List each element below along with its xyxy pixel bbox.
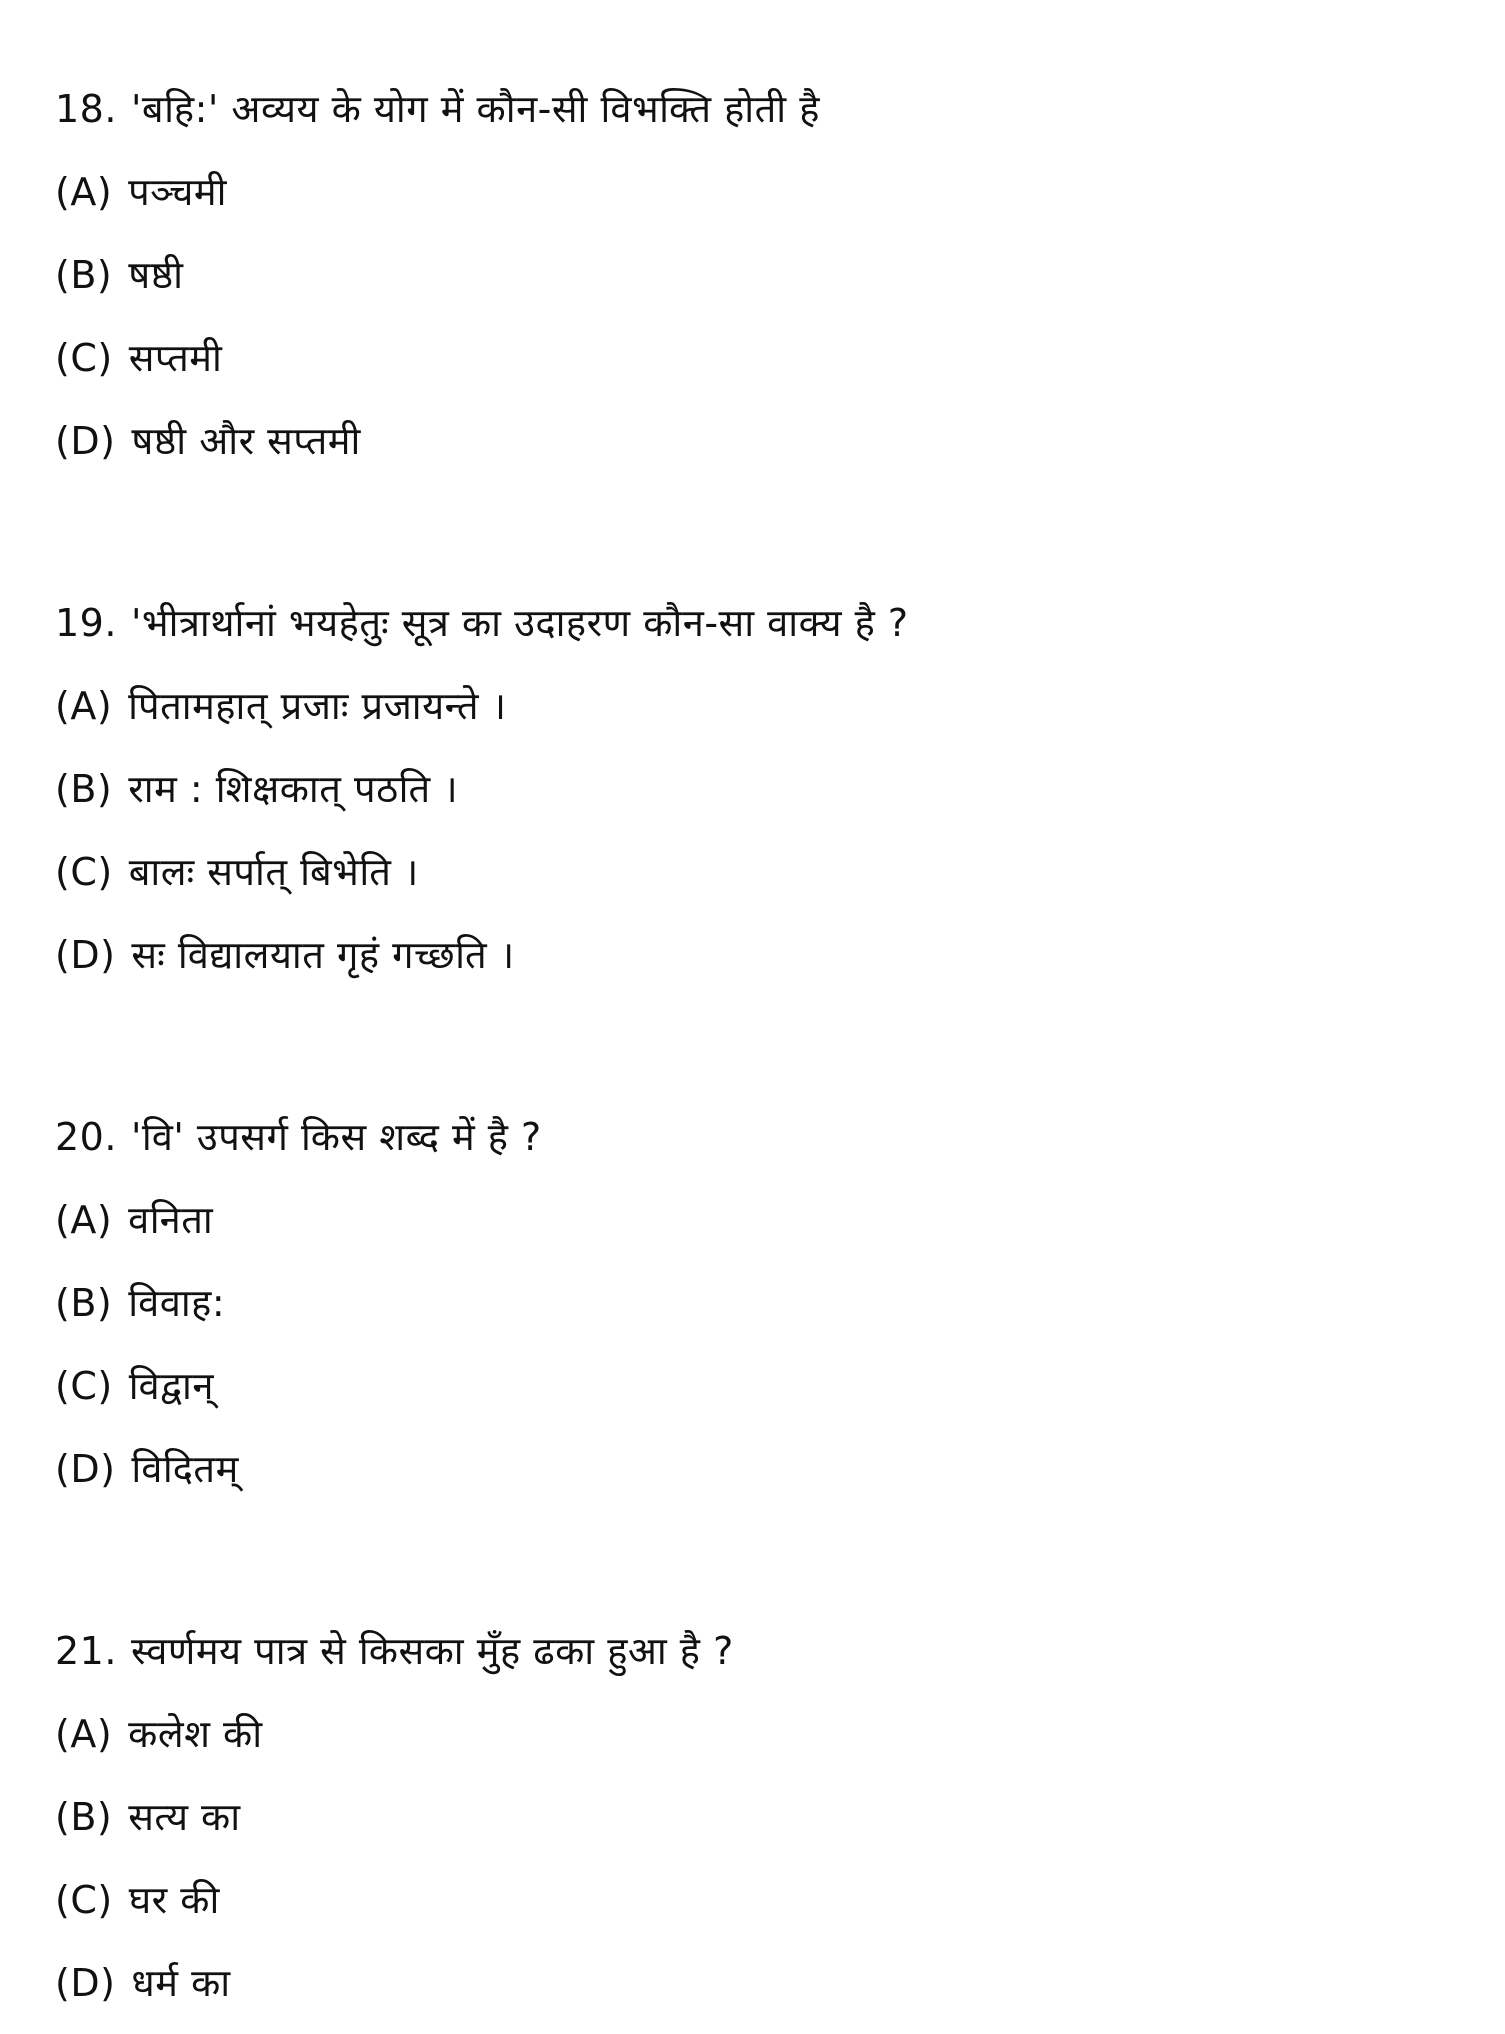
option-label: (B): [55, 253, 113, 297]
option-text: बालः सर्पात् बिभेति ।: [128, 850, 419, 894]
option-label: (A): [55, 684, 113, 728]
option-c: [55, 1859, 1455, 1942]
option-text: विदितम्: [131, 1447, 239, 1491]
option-label: (D): [55, 1961, 116, 2005]
option-text: विवाह:: [128, 1281, 226, 1325]
option-c: [55, 1345, 1455, 1428]
question-number: 20.: [55, 1115, 117, 1159]
option-text: वनिता: [128, 1198, 214, 1242]
option-text: धर्म का: [131, 1961, 231, 2005]
option-a: [55, 665, 1455, 748]
option-b: [55, 1776, 1455, 1859]
option-a: [55, 1179, 1455, 1262]
option-b: [55, 748, 1455, 831]
question-20: [55, 1096, 1455, 1511]
question-number: 18.: [55, 87, 117, 131]
option-label: (C): [55, 850, 113, 894]
option-label: (D): [55, 1447, 116, 1491]
question-text: [55, 68, 1455, 151]
question-statement: 'वि' उपसर्ग किस शब्द में है ?: [130, 1115, 542, 1159]
option-text: राम : शिक्षकात् पठति ।: [128, 767, 459, 811]
option-label: (B): [55, 767, 113, 811]
question-text: [55, 582, 1455, 665]
option-text: सः विद्यालयात गृहं गच्छति ।: [131, 933, 515, 977]
option-text: विद्वान्: [128, 1364, 214, 1408]
question-21: [55, 1610, 1455, 2025]
option-a: [55, 151, 1455, 234]
option-label: (A): [55, 1712, 113, 1756]
question-number: 19.: [55, 601, 117, 645]
question-statement: 'बहि:' अव्यय के योग में कौन-सी विभक्ति होती है: [130, 87, 820, 131]
option-text: षष्ठी: [128, 253, 184, 297]
option-label: (B): [55, 1281, 113, 1325]
option-d: [55, 1428, 1455, 1511]
option-b: [55, 1262, 1455, 1345]
option-text: घर की: [128, 1878, 220, 1922]
question-statement: स्वर्णमय पात्र से किसका मुँह ढका हुआ है ?: [130, 1629, 734, 1673]
option-d: [55, 1942, 1455, 2025]
option-label: (D): [55, 419, 116, 463]
option-d: [55, 914, 1455, 997]
option-b: [55, 234, 1455, 317]
question-18: [55, 68, 1455, 483]
option-text: सत्य का: [128, 1795, 241, 1839]
option-a: [55, 1693, 1455, 1776]
option-label: (B): [55, 1795, 113, 1839]
option-text: सप्तमी: [128, 336, 223, 380]
question-text: [55, 1610, 1455, 1693]
option-label: (A): [55, 1198, 113, 1242]
option-text: पितामहात् प्रजाः प्रजायन्ते ।: [128, 684, 507, 728]
question-sheet: [55, 68, 1455, 2025]
option-label: (C): [55, 1364, 113, 1408]
question-text: [55, 1096, 1455, 1179]
option-label: (C): [55, 336, 113, 380]
option-label: (D): [55, 933, 116, 977]
question-statement: 'भीत्रार्थानां भयहेतुः सूत्र का उदाहरण कौन-सा वाक्य है ?: [130, 601, 909, 645]
question-number: 21.: [55, 1629, 117, 1673]
option-text: कलेश की: [128, 1712, 263, 1756]
option-c: [55, 831, 1455, 914]
option-label: (A): [55, 170, 113, 214]
option-text: षष्ठी और सप्तमी: [131, 419, 361, 463]
option-c: [55, 317, 1455, 400]
question-19: [55, 582, 1455, 997]
option-text: पञ्चमी: [128, 170, 227, 214]
option-d: [55, 400, 1455, 483]
option-label: (C): [55, 1878, 113, 1922]
